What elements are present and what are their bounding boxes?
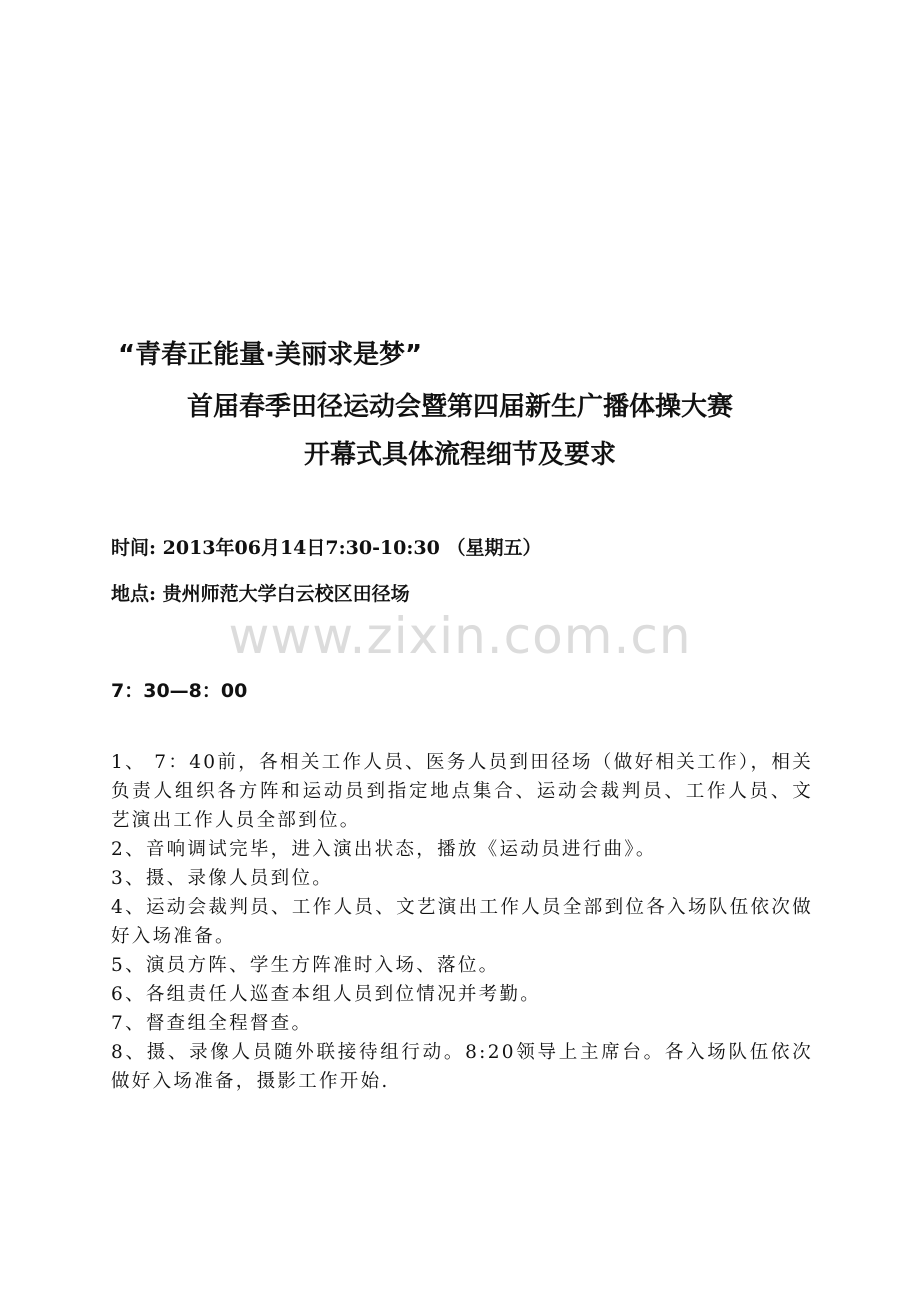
time-line: 时间: 2013年06月14日7:30-10:30 （星期五） bbox=[111, 537, 542, 559]
procedure-item-4: 4、运动会裁判员、工作人员、文艺演出工作人员全部到位各入场队伍依次做好入场准备。 bbox=[111, 897, 813, 947]
title-subject: 开幕式具体流程细节及要求 bbox=[303, 440, 616, 470]
place-line: 地点: 贵州师范大学白云校区田径场 bbox=[111, 583, 410, 605]
procedure-item-1: 1、 7：40前，各相关工作人员、医务人员到田径场（做好相关工作），相关负责人组织各方阵和运动员到指定地点集合、运动会裁判员、工作人员、文艺演出工作人员全部到位。 bbox=[111, 752, 813, 831]
procedure-item-2: 2、音响调试完毕，进入演出状态，播放《运动员进行曲》。 bbox=[111, 839, 657, 860]
section-time-heading: 7：30—8：00 bbox=[111, 680, 248, 702]
title-event: 首届春季田径运动会暨第四届新生广播体操大赛 bbox=[186, 392, 733, 422]
procedure-item-6: 6、各组责任人巡查本组人员到位情况并考勤。 bbox=[111, 984, 542, 1005]
procedure-item-7: 7、督查组全程督查。 bbox=[111, 1013, 313, 1034]
procedure-item-5: 5、演员方阵、学生方阵准时入场、落位。 bbox=[111, 955, 500, 976]
watermark-text: www.zixin.com.cn bbox=[228, 607, 692, 665]
title-slogan: “青春正能量·美丽求是梦” bbox=[118, 340, 423, 370]
procedure-item-3: 3、摄、录像人员到位。 bbox=[111, 868, 334, 889]
procedure-list bbox=[111, 748, 813, 1096]
procedure-item-8: 8、摄、录像人员随外联接待组行动。8:20领导上主席台。各入场队伍依次做好入场准备，摄影工作开始. bbox=[111, 1042, 813, 1092]
